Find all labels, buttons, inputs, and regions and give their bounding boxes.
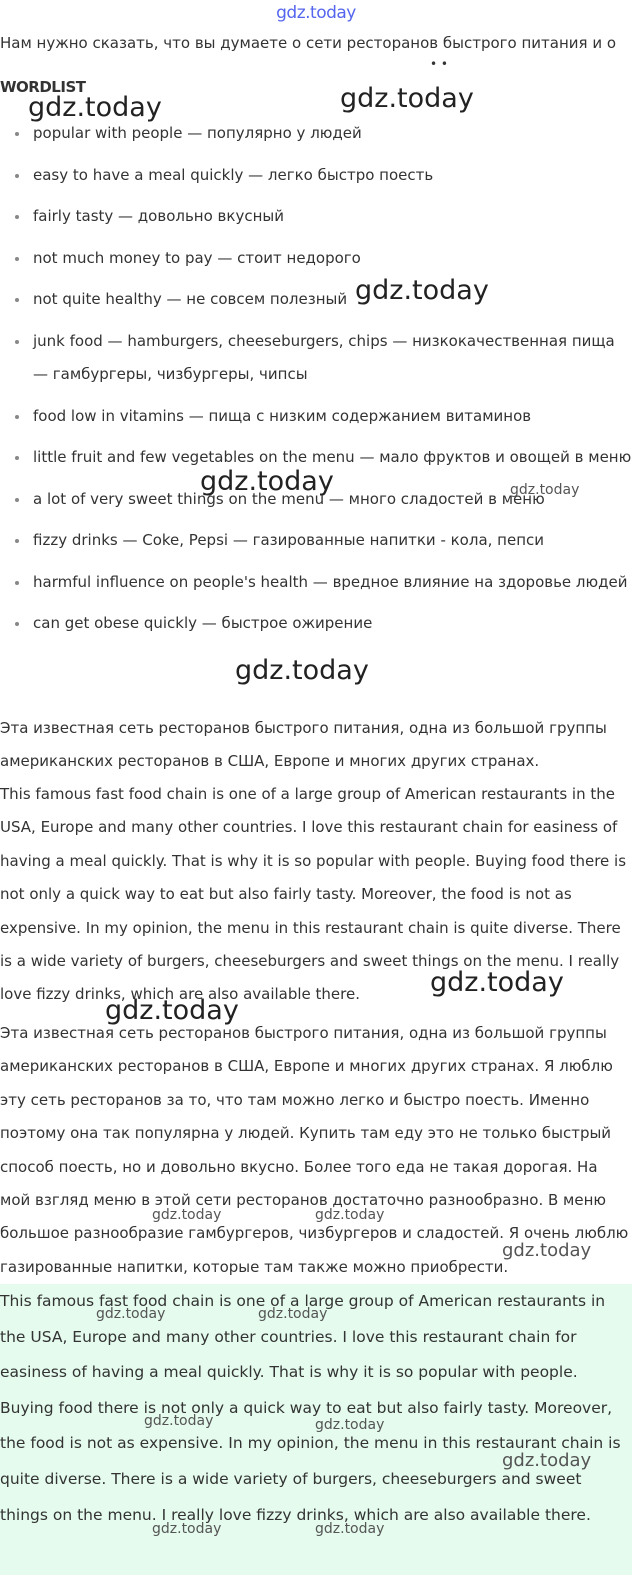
watermark: gdz.today xyxy=(355,275,489,306)
list-item: easy to have a meal quickly — легко быстро поесть xyxy=(0,159,632,193)
list-item: food low in vitamins — пища с низким содержанием витаминов xyxy=(0,400,632,434)
watermark: gdz.today xyxy=(430,967,564,998)
paragraph-russian-2: Эта известная сеть ресторанов быстрого питания, одна из большой группы американских ресторанов в США, Европе и многих других странах. Я люблю эту сеть ресторанов за то, что там можно легко и быстро поесть. Именно поэтому она так популярна у людей. Купить там еду это не только быстрый способ поесть, но и довольно вкусно. Более того еда не такая дорогая. На мой взгляд меню в этой сети ресторанов достаточно разнообразно. В меню большое разнообразие гамбургеров, чизбургеров и сладостей. Я очень люблю газированные напитки, которые там также можно приобрести. xyxy=(0,1024,629,1276)
watermark: gdz.today xyxy=(340,83,474,114)
watermark: gdz.today xyxy=(152,1207,222,1223)
watermark: gdz.today xyxy=(315,1207,385,1223)
watermark: gdz.today xyxy=(152,1521,222,1537)
header-watermark: gdz.today xyxy=(276,3,356,23)
list-item: not much money to pay — стоит недорого xyxy=(0,242,632,276)
paragraph-english-1: This famous fast food chain is one of a large group of American restaurants in the USA, Europe and many other countries. I love this restaurant chain for easiness of having a meal quickly. That is why it is so popular with people. Buying food there is not only a quick way to eat but also fairly tasty. Moreover, the food is not as expensive. In my opinion, the menu in this restaurant chain is quite diverse. There is a wide variety of burgers, cheeseburgers and sweet things on the menu. I really love fizzy drinks, which are also available there. xyxy=(0,785,627,1004)
list-item: fairly tasty — довольно вкусный xyxy=(0,200,632,234)
list-item: harmful influence on people's health — вредное влияние на здоровье людей xyxy=(0,566,632,600)
wordlist xyxy=(0,117,632,649)
watermark: gdz.today xyxy=(502,1240,592,1261)
list-item: little fruit and few vegetables on the menu — мало фруктов и овощей в меню xyxy=(0,441,632,475)
watermark: gdz.today xyxy=(28,92,162,123)
list-item: fizzy drinks — Coke, Pepsi — газированные напитки - кола, пепси xyxy=(0,524,632,558)
list-item: junk food — hamburgers, cheeseburgers, chips — низкокачественная пища — гамбургеры, чизбургеры, чипсы xyxy=(0,325,632,392)
paragraph-russian-1: Эта известная сеть ресторанов быстрого питания, одна из большой группы американских ресторанов в США, Европе и многих других странах. xyxy=(0,719,607,771)
watermark: gdz.today xyxy=(235,655,369,686)
watermark: gdz.today xyxy=(258,1306,328,1322)
watermark: gdz.today xyxy=(510,482,580,498)
watermark: gdz.today xyxy=(96,1306,166,1322)
truncation-dots: • • xyxy=(430,57,448,71)
list-item: popular with people — популярно у людей xyxy=(0,117,632,151)
wordlist-title: WORDLIST xyxy=(0,78,86,96)
watermark: gdz.today xyxy=(315,1521,385,1537)
paragraph-english-2-highlighted: This famous fast food chain is one of a large group of American restaurants in the USA, Europe and many other countries. I love this restaurant chain for easiness of having a meal quickly. That is why it is so popular with people. Buying food there is not only a quick way to eat but also fairly tasty. Moreover, the food is not as expensive. In my opinion, the menu in this restaurant chain is quite diverse. There is a wide variety of burgers, cheeseburgers and sweet things on the menu. I really love fizzy drinks, which are also available there. xyxy=(0,1284,632,1575)
intro-text: Нам нужно сказать, что вы думаете о сети ресторанов быстрого питания и о xyxy=(0,34,617,52)
watermark: gdz.today xyxy=(105,995,239,1026)
watermark: gdz.today xyxy=(502,1450,592,1471)
list-item: can get obese quickly — быстрое ожирение xyxy=(0,607,632,641)
list-item: a lot of very sweet things on the menu — много сладостей в меню xyxy=(0,483,632,517)
watermark: gdz.today xyxy=(315,1417,385,1433)
list-item: not quite healthy — не совсем полезный xyxy=(0,283,632,317)
watermark: gdz.today xyxy=(144,1413,214,1429)
watermark: gdz.today xyxy=(200,466,334,497)
